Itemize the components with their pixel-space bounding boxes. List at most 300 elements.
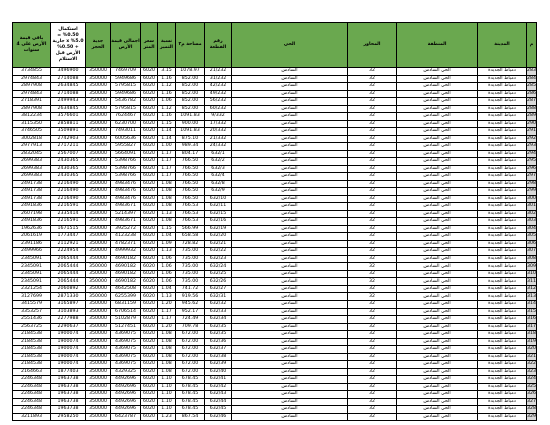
cell-land-total: 4690182 bbox=[111, 255, 141, 263]
table-row bbox=[13, 233, 537, 241]
cell-num: 315 bbox=[527, 308, 536, 314]
cell-num: 310 bbox=[527, 271, 536, 277]
cell-plot: 632/22 bbox=[205, 248, 232, 256]
cell-district: السادس bbox=[232, 233, 348, 241]
cell-price-per-meter: 6020 bbox=[141, 338, 158, 346]
cell-land-total: 6255399 bbox=[111, 293, 141, 301]
cell-installments: 2634845 bbox=[51, 105, 86, 113]
cell-region: الحي السادس bbox=[397, 293, 478, 301]
cell-axis: 32 bbox=[348, 98, 397, 106]
cell-price-per-meter: 6020 bbox=[141, 331, 158, 339]
cell-region: الحي السادس bbox=[397, 210, 478, 218]
cell-area: 852.00 bbox=[176, 98, 205, 106]
cell-district: السادس bbox=[232, 406, 348, 414]
cell-remaining: 2551436 bbox=[13, 316, 51, 324]
cell-district: السادس bbox=[232, 240, 348, 248]
cell-district: السادس bbox=[232, 331, 348, 339]
cell-num: 285 bbox=[527, 83, 536, 89]
cell-axis: 32 bbox=[348, 68, 397, 76]
cell-num: 329 bbox=[527, 413, 536, 419]
cell-price-per-meter: 6020 bbox=[141, 225, 158, 233]
cell-land-total: 4329325 bbox=[111, 368, 141, 376]
cell-region: الحي السادس bbox=[397, 413, 478, 421]
cell-price-per-meter: 6020 bbox=[141, 135, 158, 143]
cell-balance: 350000 bbox=[86, 391, 111, 399]
cell-land-total: 4492696 bbox=[111, 398, 141, 406]
cell-ratio: 1.17 bbox=[158, 165, 176, 173]
cell-plot: 632/42 bbox=[205, 383, 232, 391]
cell-region: الحي السادس bbox=[397, 308, 478, 316]
cell-remaining: 3415579 bbox=[13, 300, 51, 308]
cell-district: السادس bbox=[232, 353, 348, 361]
cell-price-per-meter: 6020 bbox=[141, 361, 158, 369]
cell-plot: 632/24 bbox=[205, 263, 232, 271]
cell-num: 323 bbox=[527, 368, 536, 374]
cell-land-total: 4642508 bbox=[111, 285, 141, 293]
cell-district: السادس bbox=[232, 278, 348, 286]
cell-land-total: 4983671 bbox=[111, 203, 141, 211]
cell-region: الحي السادس bbox=[397, 173, 478, 181]
cell-remaining: 2607198 bbox=[13, 210, 51, 218]
table-row bbox=[13, 398, 537, 406]
cell-remaining: 2699383 bbox=[13, 173, 51, 181]
cell-axis: 32 bbox=[348, 346, 397, 354]
cell-balance: 350000 bbox=[86, 413, 111, 421]
cell-city: دمياط الجديدة bbox=[478, 308, 527, 316]
cell-plot: 60/232 bbox=[205, 105, 232, 113]
cell-remaining: 2246348 bbox=[13, 406, 51, 414]
cell-city: دمياط الجديدة bbox=[478, 353, 527, 361]
header-district: الحي bbox=[232, 23, 348, 68]
cell-plot: 42/232 bbox=[205, 83, 232, 91]
cell-area: 728.82 bbox=[176, 240, 205, 248]
cell-ratio: 1.10 bbox=[158, 391, 176, 399]
cell-area: 678.45 bbox=[176, 398, 205, 406]
header-remaining: باقي قيمة الأرض على 4 سنوات bbox=[13, 23, 51, 68]
cell-plot: 632/26 bbox=[205, 278, 232, 286]
cell-ratio: 1.15 bbox=[158, 225, 176, 233]
header-region: المنطقة bbox=[397, 23, 478, 68]
cell-num: 287 bbox=[527, 98, 536, 104]
cell-region: الحي السادس bbox=[397, 331, 478, 339]
cell-plot: 632/4 bbox=[205, 173, 232, 181]
cell-remaining: 2246348 bbox=[13, 398, 51, 406]
cell-district: السادس bbox=[232, 263, 348, 271]
cell-remaining: 2699383 bbox=[13, 165, 51, 173]
cell-city: دمياط الجديدة bbox=[478, 413, 527, 421]
cell-installments: 1963738 bbox=[51, 406, 86, 414]
cell-plot: 632/34 bbox=[205, 316, 232, 324]
cell-remaining: 2699383 bbox=[13, 158, 51, 166]
cell-area: 735.00 bbox=[176, 270, 205, 278]
cell-ratio: 1.23 bbox=[158, 413, 176, 421]
cell-area: 766.50 bbox=[176, 173, 205, 181]
cell-land-total: 5398766 bbox=[111, 165, 141, 173]
cell-region: الحي السادس bbox=[397, 158, 478, 166]
cell-district: السادس bbox=[232, 83, 348, 91]
cell-plot: 24/332 bbox=[205, 143, 232, 151]
cell-ratio: 1.08 bbox=[158, 218, 176, 226]
cell-axis: 32 bbox=[348, 113, 397, 121]
cell-installments: 2634845 bbox=[51, 83, 86, 91]
cell-ratio: 1.17 bbox=[158, 173, 176, 181]
cell-district: السادس bbox=[232, 165, 348, 173]
cell-num: 289 bbox=[527, 113, 536, 119]
cell-city: دمياط الجديدة bbox=[478, 240, 527, 248]
cell-price-per-meter: 6020 bbox=[141, 203, 158, 211]
cell-price-per-meter: 6020 bbox=[141, 391, 158, 399]
cell-district: السادس bbox=[232, 68, 348, 76]
cell-ratio: 1.17 bbox=[158, 308, 176, 316]
cell-city: دمياط الجديدة bbox=[478, 120, 527, 128]
cell-remaining: 2184538 bbox=[13, 338, 51, 346]
cell-city: دمياط الجديدة bbox=[478, 68, 527, 76]
cell-num: 314 bbox=[527, 301, 536, 307]
cell-installments: 1900074 bbox=[51, 361, 86, 369]
cell-installments: 1963738 bbox=[51, 398, 86, 406]
cell-remaining: 2491836 bbox=[13, 218, 51, 226]
cell-installments: 2065444 bbox=[51, 255, 86, 263]
cell-ratio: 1.06 bbox=[158, 270, 176, 278]
cell-num: 328 bbox=[527, 406, 536, 412]
cell-balance: 350000 bbox=[86, 135, 111, 143]
cell-city: دمياط الجديدة bbox=[478, 210, 527, 218]
cell-installments: 2714088 bbox=[51, 90, 86, 98]
cell-remaining: 2974843 bbox=[13, 90, 51, 98]
cell-region: الحي السادس bbox=[397, 285, 478, 293]
cell-plot: 632/44 bbox=[205, 398, 232, 406]
cell-num: 313 bbox=[527, 293, 536, 299]
cell-installments: 1963738 bbox=[51, 383, 86, 391]
cell-price-per-meter: 6020 bbox=[141, 263, 158, 271]
cell-axis: 32 bbox=[348, 195, 397, 203]
cell-balance: 350000 bbox=[86, 165, 111, 173]
cell-land-total: 6423787 bbox=[111, 413, 141, 421]
cell-land-total: 4999932 bbox=[111, 248, 141, 256]
cell-region: الحي السادس bbox=[397, 406, 478, 414]
header-balance: جدية الحجز bbox=[86, 23, 111, 68]
cell-ratio: 1.20 bbox=[158, 300, 176, 308]
cell-area: 678.45 bbox=[176, 383, 205, 391]
cell-area: 741.72 bbox=[176, 285, 205, 293]
cell-area: 678.45 bbox=[176, 391, 205, 399]
cell-city: دمياط الجديدة bbox=[478, 180, 527, 188]
cell-installments: 1900074 bbox=[51, 346, 86, 354]
cell-city: دمياط الجديدة bbox=[478, 150, 527, 158]
cell-city: دمياط الجديدة bbox=[478, 406, 527, 414]
cell-area: 867.54 bbox=[176, 413, 205, 421]
cell-plot: 21/232 bbox=[205, 68, 232, 76]
cell-region: الحي السادس bbox=[397, 68, 478, 76]
cell-plot: 21/332 bbox=[205, 135, 232, 143]
cell-area: 709.78 bbox=[176, 323, 205, 331]
cell-num: 312 bbox=[527, 286, 536, 292]
cell-district: السادس bbox=[232, 225, 348, 233]
table-row bbox=[13, 210, 537, 218]
table-row bbox=[13, 120, 537, 128]
cell-ratio: 1.08 bbox=[158, 195, 176, 203]
cell-region: الحي السادس bbox=[397, 135, 478, 143]
cell-remaining: 2321254 bbox=[13, 285, 51, 293]
cell-city: دمياط الجديدة bbox=[478, 376, 527, 384]
cell-plot: 632/23 bbox=[205, 255, 232, 263]
cell-plot: 632/36 bbox=[205, 338, 232, 346]
table-row bbox=[13, 331, 537, 339]
cell-area: 735.00 bbox=[176, 278, 205, 286]
cell-installments: 3165897 bbox=[51, 300, 86, 308]
cell-remaining: 2184538 bbox=[13, 353, 51, 361]
cell-plot: 632/40 bbox=[205, 368, 232, 376]
cell-region: الحي السادس bbox=[397, 240, 478, 248]
cell-region: الحي السادس bbox=[397, 391, 478, 399]
header-city: المدينة bbox=[478, 23, 527, 68]
cell-area: 766.50 bbox=[176, 195, 205, 203]
cell-plot: 632/8 bbox=[205, 180, 232, 188]
cell-price-per-meter: 6020 bbox=[141, 346, 158, 354]
header-area: مساحة م٢ bbox=[176, 23, 205, 68]
cell-ratio: 1.04 bbox=[158, 285, 176, 293]
cell-land-total: 5795815 bbox=[111, 105, 141, 113]
cell-remaining: 1962636 bbox=[13, 225, 51, 233]
cell-remaining: 2897908 bbox=[13, 83, 51, 91]
cell-land-total: 5955827 bbox=[111, 143, 141, 151]
cell-area: 678.45 bbox=[176, 376, 205, 384]
cell-price-per-meter: 6020 bbox=[141, 173, 158, 181]
cell-num: 305 bbox=[527, 233, 536, 239]
cell-region: الحي السادس bbox=[397, 128, 478, 136]
cell-num: 326 bbox=[527, 391, 536, 397]
cell-district: السادس bbox=[232, 413, 348, 421]
cell-plot: 632/35 bbox=[205, 323, 232, 331]
cell-axis: 32 bbox=[348, 75, 397, 83]
cell-plot: 632/27 bbox=[205, 285, 232, 293]
cell-city: دمياط الجديدة bbox=[478, 128, 527, 136]
table-row bbox=[13, 90, 537, 98]
cell-district: السادس bbox=[232, 150, 348, 158]
cell-price-per-meter: 6020 bbox=[141, 323, 158, 331]
cell-num: 292 bbox=[527, 135, 536, 141]
cell-land-total: 4782371 bbox=[111, 240, 141, 248]
cell-city: دمياط الجديدة bbox=[478, 195, 527, 203]
cell-ratio: 1.20 bbox=[158, 323, 176, 331]
cell-num: 325 bbox=[527, 383, 536, 389]
cell-balance: 350000 bbox=[86, 210, 111, 218]
table-row bbox=[13, 391, 537, 399]
cell-balance: 350000 bbox=[86, 248, 111, 256]
cell-installments: 1900074 bbox=[51, 338, 86, 346]
cell-ratio: 1.06 bbox=[158, 278, 176, 286]
cell-num: 299 bbox=[527, 188, 536, 194]
cell-num: 290 bbox=[527, 120, 536, 126]
cell-area: 852.00 bbox=[176, 105, 205, 113]
cell-plot: 632/21 bbox=[205, 240, 232, 248]
cell-land-total: 4983671 bbox=[111, 218, 141, 226]
cell-price-per-meter: 6020 bbox=[141, 90, 158, 98]
cell-num: 318 bbox=[527, 331, 536, 337]
land-price-table bbox=[12, 22, 537, 421]
cell-district: السادس bbox=[232, 128, 348, 136]
cell-land-total: 4690182 bbox=[111, 278, 141, 286]
cell-region: الحي السادس bbox=[397, 225, 478, 233]
cell-num: 291 bbox=[527, 128, 536, 134]
cell-axis: 32 bbox=[348, 218, 397, 226]
cell-balance: 350000 bbox=[86, 83, 111, 91]
cell-price-per-meter: 6020 bbox=[141, 376, 158, 384]
cell-region: الحي السادس bbox=[397, 188, 478, 196]
cell-region: الحي السادس bbox=[397, 233, 478, 241]
cell-remaining: 3746505 bbox=[13, 128, 51, 136]
cell-land-total: 7493011 bbox=[111, 128, 141, 136]
cell-price-per-meter: 6020 bbox=[141, 105, 158, 113]
cell-land-total: 5398766 bbox=[111, 158, 141, 166]
cell-price-per-meter: 6020 bbox=[141, 68, 158, 76]
cell-balance: 350000 bbox=[86, 188, 111, 196]
cell-price-per-meter: 6020 bbox=[141, 128, 158, 136]
cell-district: السادس bbox=[232, 346, 348, 354]
cell-land-total: 4369075 bbox=[111, 331, 141, 339]
cell-region: الحي السادس bbox=[397, 263, 478, 271]
cell-axis: 32 bbox=[348, 368, 397, 376]
cell-district: السادس bbox=[232, 195, 348, 203]
cell-remaining: 2345091 bbox=[13, 278, 51, 286]
cell-axis: 32 bbox=[348, 143, 397, 151]
table-row bbox=[13, 105, 537, 113]
cell-axis: 32 bbox=[348, 361, 397, 369]
cell-price-per-meter: 6020 bbox=[141, 165, 158, 173]
header-installments: استكمال 0.50% = 5.0% x جارية + 0.50% الأرض قبل الاستلام bbox=[51, 23, 86, 68]
table-row bbox=[13, 113, 537, 121]
cell-num: 302 bbox=[527, 210, 536, 216]
cell-num: 297 bbox=[527, 173, 536, 179]
cell-installments: 2958250 bbox=[51, 413, 86, 421]
cell-price-per-meter: 6020 bbox=[141, 150, 158, 158]
cell-land-total: 4690182 bbox=[111, 263, 141, 271]
cell-land-total: 4983476 bbox=[111, 195, 141, 203]
cell-num: 288 bbox=[527, 105, 536, 111]
cell-remaining: 2246348 bbox=[13, 391, 51, 399]
cell-axis: 32 bbox=[348, 293, 397, 301]
cell-area: 766.50 bbox=[176, 158, 205, 166]
cell-axis: 32 bbox=[348, 180, 397, 188]
cell-plot: 20/332 bbox=[205, 128, 232, 136]
cell-axis: 32 bbox=[348, 135, 397, 143]
cell-balance: 350000 bbox=[86, 278, 111, 286]
cell-land-total: 7624467 bbox=[111, 113, 141, 121]
header-ratio: نسبة التميز bbox=[158, 23, 176, 68]
cell-remaining: 3002818 bbox=[13, 135, 51, 143]
cell-city: دمياط الجديدة bbox=[478, 165, 527, 173]
cell-axis: 32 bbox=[348, 406, 397, 414]
cell-district: السادس bbox=[232, 255, 348, 263]
cell-ratio: 1.12 bbox=[158, 105, 176, 113]
cell-region: الحي السادس bbox=[397, 398, 478, 406]
cell-plot: 632/16 bbox=[205, 218, 232, 226]
cell-district: السادس bbox=[232, 75, 348, 83]
cell-plot: 632/2 bbox=[205, 158, 232, 166]
cell-region: الحي السادس bbox=[397, 120, 478, 128]
cell-region: الحي السادس bbox=[397, 75, 478, 83]
cell-axis: 32 bbox=[348, 173, 397, 181]
cell-region: الحي السادس bbox=[397, 143, 478, 151]
cell-district: السادس bbox=[232, 361, 348, 369]
cell-plot: 632/33 bbox=[205, 308, 232, 316]
cell-city: دمياط الجديدة bbox=[478, 285, 527, 293]
cell-city: دمياط الجديدة bbox=[478, 361, 527, 369]
cell-num: 284 bbox=[527, 75, 536, 81]
table-row bbox=[13, 75, 537, 83]
cell-area: 735.00 bbox=[176, 255, 205, 263]
table-row bbox=[13, 383, 537, 391]
cell-region: الحي السادس bbox=[397, 83, 478, 91]
cell-area: 678.45 bbox=[176, 406, 205, 414]
cell-city: دمياط الجديدة bbox=[478, 75, 527, 83]
cell-price-per-meter: 6020 bbox=[141, 308, 158, 316]
cell-price-per-meter: 6020 bbox=[141, 98, 158, 106]
cell-remaining: 2977913 bbox=[13, 143, 51, 151]
cell-city: دمياط الجديدة bbox=[478, 225, 527, 233]
cell-area: 952.17 bbox=[176, 308, 205, 316]
cell-plot: 632/19 bbox=[205, 225, 232, 233]
cell-city: دمياط الجديدة bbox=[478, 173, 527, 181]
cell-district: السادس bbox=[232, 368, 348, 376]
cell-ratio: 1.13 bbox=[158, 293, 176, 301]
cell-installments: 3509891 bbox=[51, 128, 86, 136]
cell-ratio: 1.08 bbox=[158, 353, 176, 361]
cell-ratio: 1.06 bbox=[158, 263, 176, 271]
cell-land-total: 3925272 bbox=[111, 225, 141, 233]
cell-balance: 350000 bbox=[86, 353, 111, 361]
cell-district: السادس bbox=[232, 300, 348, 308]
cell-price-per-meter: 6020 bbox=[141, 353, 158, 361]
cell-installments: 2060892 bbox=[51, 285, 86, 293]
cell-remaining: 2897908 bbox=[13, 105, 51, 113]
cell-balance: 350000 bbox=[86, 308, 111, 316]
cell-city: دمياط الجديدة bbox=[478, 83, 527, 91]
cell-area: 766.53 bbox=[176, 218, 205, 226]
table-row bbox=[13, 293, 537, 301]
table-row bbox=[13, 195, 537, 203]
cell-installments: 2717211 bbox=[51, 143, 86, 151]
cell-region: الحي السادس bbox=[397, 113, 478, 121]
cell-num: 304 bbox=[527, 225, 536, 231]
cell-land-total: 5949686 bbox=[111, 90, 141, 98]
cell-region: الحي السادس bbox=[397, 338, 478, 346]
cell-balance: 350000 bbox=[86, 225, 111, 233]
cell-city: دمياط الجديدة bbox=[478, 255, 527, 263]
header-axis: المحاور bbox=[348, 23, 397, 68]
cell-remaining: 2184538 bbox=[13, 346, 51, 354]
cell-installments: 2858811 bbox=[51, 120, 86, 128]
cell-price-per-meter: 6020 bbox=[141, 210, 158, 218]
cell-ratio: 1.12 bbox=[158, 83, 176, 91]
cell-price-per-meter: 6020 bbox=[141, 180, 158, 188]
cell-balance: 350000 bbox=[86, 346, 111, 354]
table-row bbox=[13, 128, 537, 136]
cell-land-total: 5949686 bbox=[111, 75, 141, 83]
cell-balance: 350000 bbox=[86, 158, 111, 166]
table-row bbox=[13, 270, 537, 278]
cell-installments: 2742903 bbox=[51, 135, 86, 143]
cell-land-total: 6831159 bbox=[111, 300, 141, 308]
cell-city: دمياط الجديدة bbox=[478, 188, 527, 196]
cell-area: 658.58 bbox=[176, 233, 205, 241]
cell-ratio: 1.10 bbox=[158, 376, 176, 384]
header-num: م bbox=[527, 23, 537, 68]
cell-land-total: 4123238 bbox=[111, 233, 141, 241]
cell-installments: 3103893 bbox=[51, 308, 86, 316]
cell-price-per-meter: 6020 bbox=[141, 120, 158, 128]
cell-land-total: 5127451 bbox=[111, 323, 141, 331]
